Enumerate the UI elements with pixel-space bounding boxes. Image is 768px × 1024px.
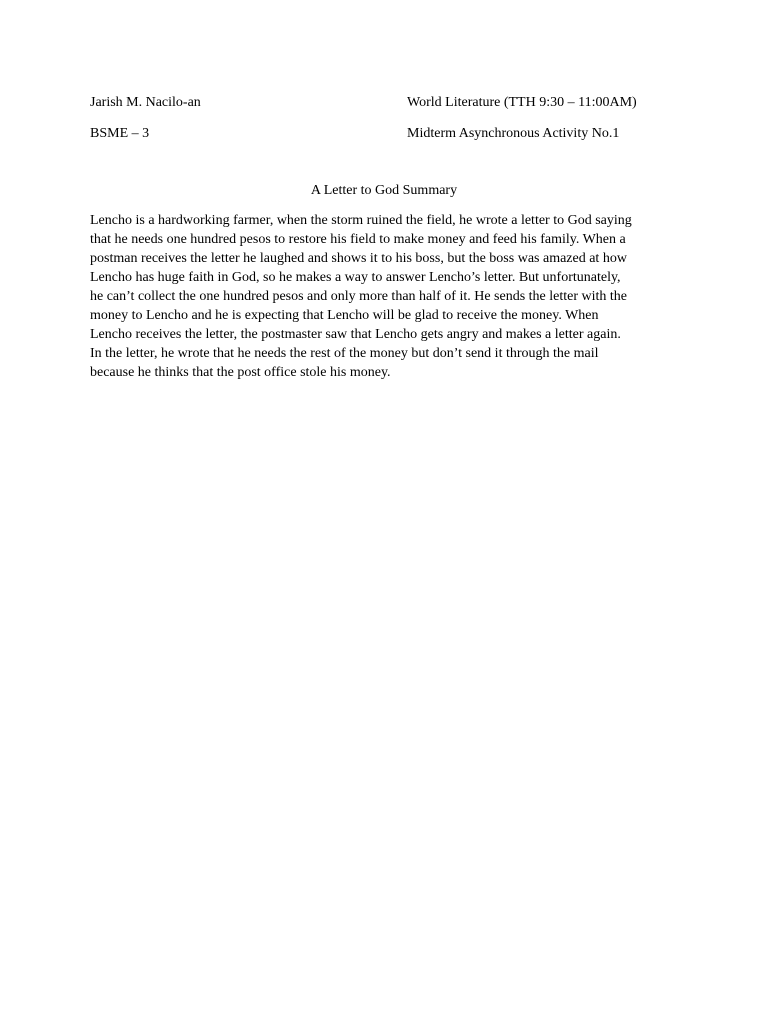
course-name: World Literature (TTH 9:30 – 11:00AM) — [407, 95, 637, 110]
header-row-1 — [90, 93, 690, 113]
summary-paragraph — [90, 211, 680, 382]
paragraph-line: postman receives the letter he laughed and shows it to his boss, but the boss was amazed at how — [90, 251, 627, 266]
paragraph-line: money to Lencho and he is expecting that Lencho will be glad to receive the money. When — [90, 308, 599, 323]
paragraph-line: In the letter, he wrote that he needs the rest of the money but don’t send it through the mail — [90, 346, 599, 361]
paragraph-line: that he needs one hundred pesos to restore his field to make money and feed his family. When a — [90, 232, 626, 247]
paragraph-line: Lencho has huge faith in God, so he makes a way to answer Lencho’s letter. But unfortunately, — [90, 270, 621, 285]
student-name: Jarish M. Nacilo-an — [90, 95, 201, 110]
paragraph-line: because he thinks that the post office stole his money. — [90, 365, 391, 380]
paragraph-line: Lencho receives the letter, the postmaster saw that Lencho gets angry and makes a letter again. — [90, 327, 621, 342]
document-title: A Letter to God Summary — [310, 183, 458, 198]
student-section: BSME – 3 — [90, 126, 150, 141]
header-row-2 — [90, 124, 690, 144]
paragraph-line: Lencho is a hardworking farmer, when the storm ruined the field, he wrote a letter to God saying — [90, 213, 632, 228]
paragraph-line: he can’t collect the one hundred pesos and only more than half of it. He sends the letter with the — [90, 289, 628, 304]
activity-name: Midterm Asynchronous Activity No.1 — [407, 126, 620, 141]
